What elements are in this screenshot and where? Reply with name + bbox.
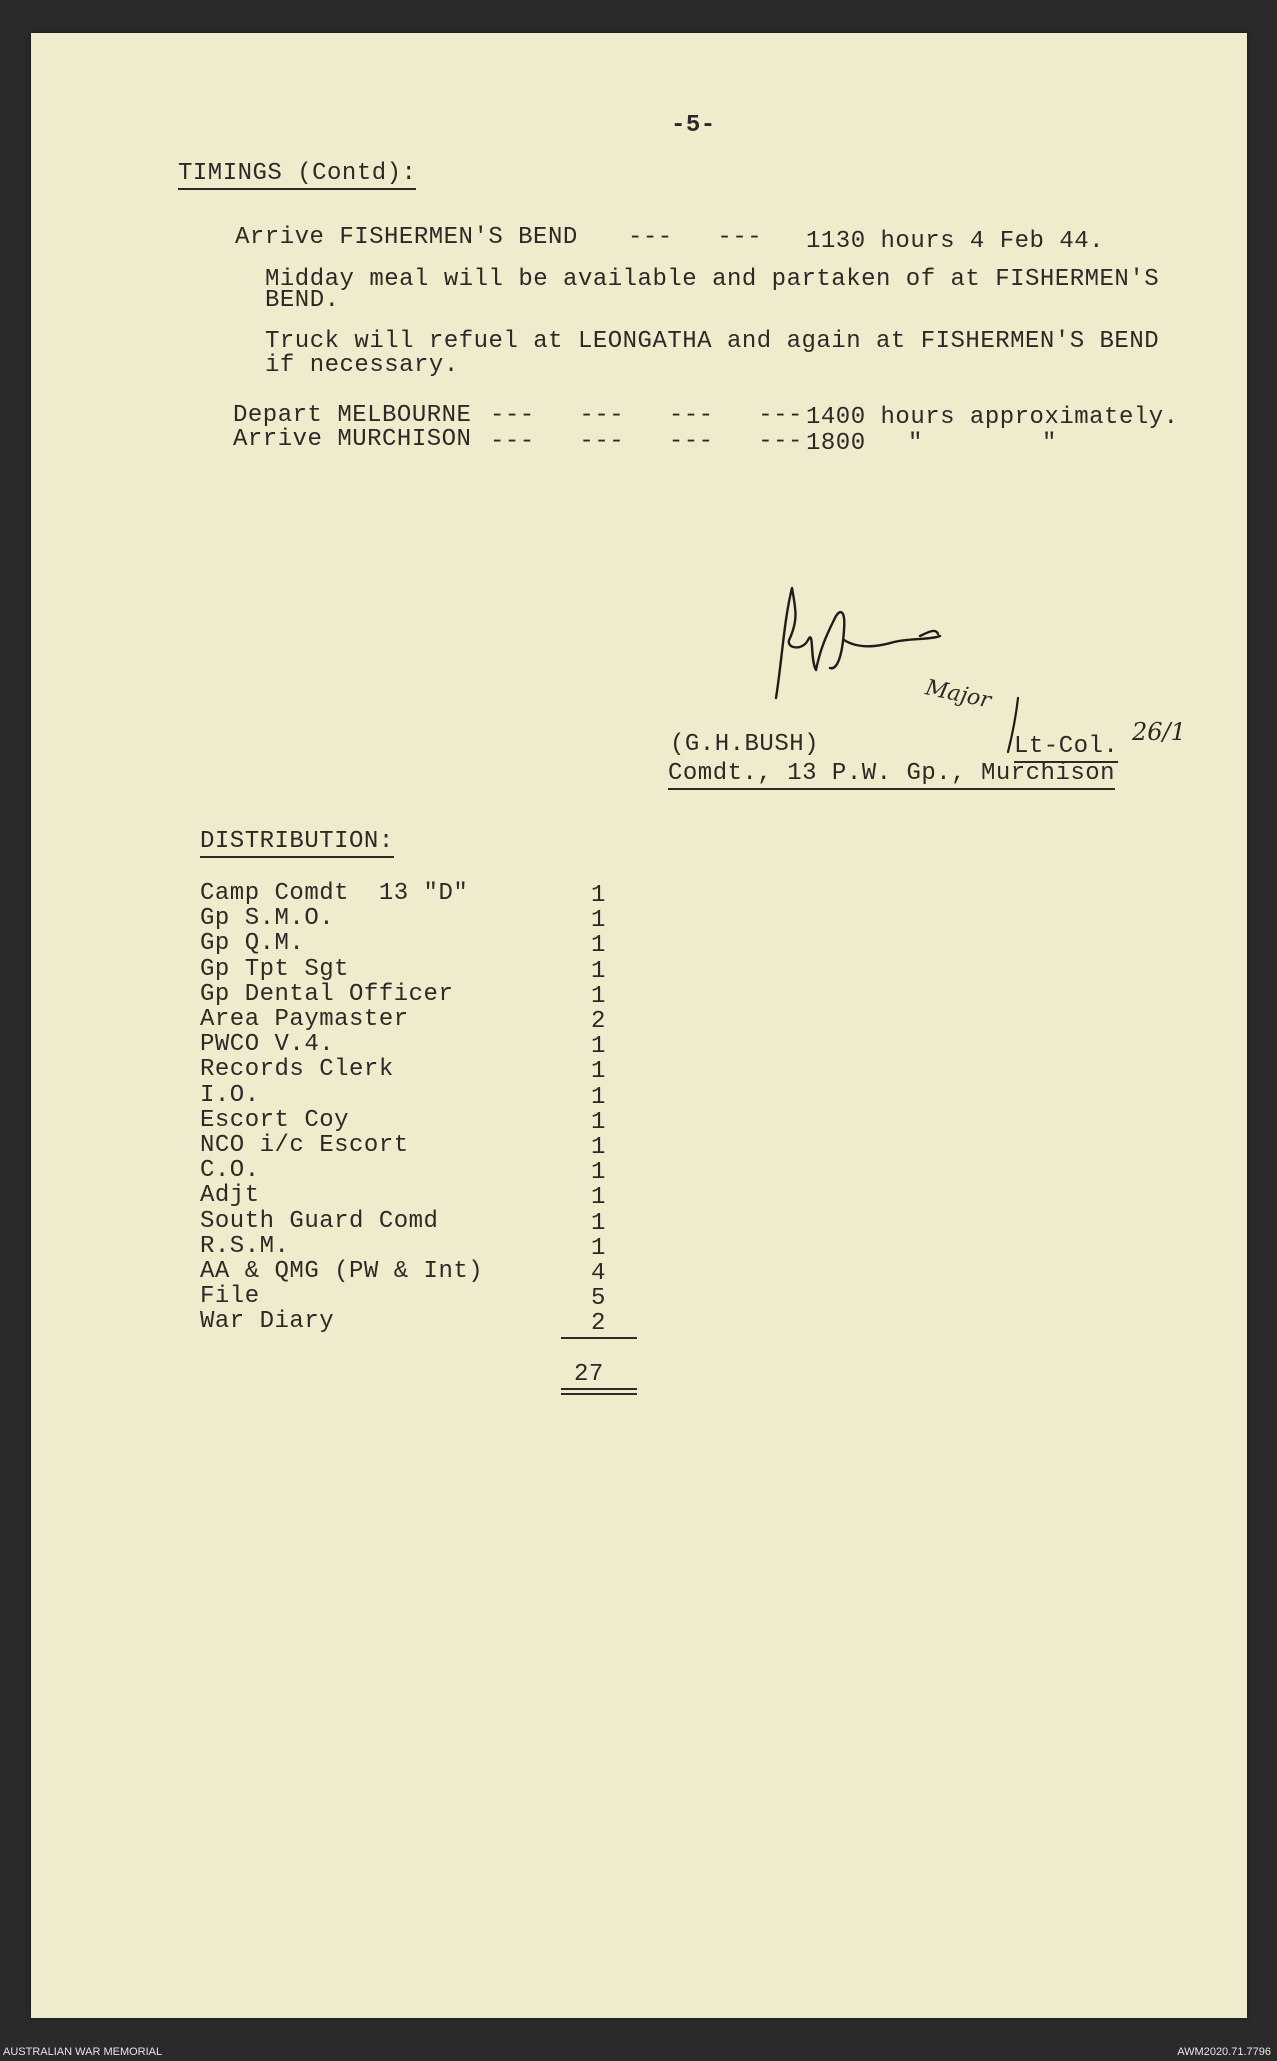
arrive-murchison-label: Arrive MURCHISON: [233, 426, 472, 453]
timings-heading: TIMINGS (Contd):: [178, 160, 416, 190]
distribution-item-qty: 1: [591, 1159, 606, 1187]
distribution-item-name: Gp Q.M.: [200, 930, 305, 958]
distribution-item-qty: 1: [591, 1209, 606, 1237]
arrive-murchison-time: 1800: [806, 430, 866, 457]
distribution-item-name: Escort Coy: [200, 1106, 350, 1134]
arrive-murchison-dashes: --- --- --- ---: [490, 428, 803, 455]
distribution-item-name: Gp Tpt Sgt: [200, 955, 350, 983]
distribution-item-name: Camp Comdt 13 "D": [200, 880, 469, 907]
distribution-item-qty: 1: [591, 1033, 606, 1061]
distribution-item-qty: 1: [591, 882, 606, 909]
distribution-item-name: Adjt: [200, 1182, 260, 1210]
depart-melbourne-dashes: --- --- --- ---: [490, 402, 803, 429]
depart-melbourne-label: Depart MELBOURNE: [233, 402, 472, 429]
distribution-item-name: War Diary: [200, 1308, 335, 1336]
distribution-item-name: I.O.: [200, 1081, 260, 1109]
distribution-item-name: Gp S.M.O.: [200, 905, 335, 933]
distribution-item-name: AA & QMG (PW & Int): [200, 1258, 484, 1285]
distribution-item-qty: 1: [591, 1108, 606, 1136]
ditto-mark: ": [1042, 430, 1057, 457]
distribution-item-name: C.O.: [200, 1157, 260, 1185]
distribution-item-name: Gp Dental Officer: [200, 980, 454, 1008]
distribution-item-qty: 1: [591, 1058, 606, 1086]
distribution-item-qty: 1: [591, 1134, 606, 1161]
distribution-item-qty: 4: [591, 1260, 606, 1287]
distribution-item-qty: 2: [591, 1008, 606, 1035]
distribution-item-name: South Guard Comd: [200, 1207, 439, 1235]
distribution-item-name: NCO i/c Escort: [200, 1132, 409, 1159]
distribution-item-qty: 1: [591, 957, 606, 985]
handwritten-rank-major: Major: [923, 675, 994, 714]
distribution-item-qty: 1: [591, 907, 606, 935]
distribution-item-name: Records Clerk: [200, 1056, 394, 1084]
total-double-rule: [561, 1388, 637, 1390]
distribution-item-qty: 1: [591, 1083, 606, 1111]
total-double-rule: [561, 1393, 637, 1395]
arrive-fishermens-bend-dashes: --- ---: [628, 224, 763, 251]
ditto-mark: ": [908, 430, 923, 457]
page-number: -5-: [671, 112, 716, 139]
signatory-title: Comdt., 13 P.W. Gp., Murchison: [668, 760, 1115, 790]
sum-rule: [561, 1337, 637, 1339]
note-meal-line1: Midday meal will be available and partaken of at FISHERMEN'S: [265, 266, 1160, 293]
distribution-item-qty: 1: [591, 932, 606, 960]
handwritten-date: 26/1: [1132, 718, 1186, 746]
signatory-name: (G.H.BUSH): [670, 731, 820, 758]
distribution-item-name: PWCO V.4.: [200, 1031, 335, 1059]
signatory-rank: Lt-Col.: [1014, 733, 1118, 763]
distribution-item-qty: 2: [591, 1310, 606, 1338]
distribution-item-qty: 1: [591, 1184, 606, 1212]
distribution-item-name: Area Paymaster: [200, 1006, 409, 1033]
distribution-heading: DISTRIBUTION:: [200, 828, 394, 858]
distribution-item-qty: 5: [591, 1285, 606, 1313]
arrive-fishermens-bend-time: 1130 hours 4 Feb 44.: [806, 228, 1105, 255]
distribution-item-name: R.S.M.: [200, 1232, 290, 1260]
note-truck-line1: Truck will refuel at LEONGATHA and again at FISHERMEN'S BEND: [265, 328, 1160, 355]
note-truck-line2: if necessary.: [265, 352, 459, 379]
distribution-item-name: File: [200, 1283, 260, 1311]
depart-melbourne-time: 1400 hours approximately.: [806, 404, 1179, 431]
distribution-total: 27: [574, 1361, 604, 1388]
arrive-fishermens-bend-label: Arrive FISHERMEN'S BEND: [235, 224, 578, 251]
footer-right: AWM2020.71.7796: [1177, 2046, 1271, 2058]
footer-left: AUSTRALIAN WAR MEMORIAL: [3, 2046, 163, 2058]
distribution-item-qty: 1: [591, 1234, 606, 1262]
note-meal-line2: BEND.: [265, 287, 340, 314]
distribution-item-qty: 1: [591, 982, 606, 1010]
